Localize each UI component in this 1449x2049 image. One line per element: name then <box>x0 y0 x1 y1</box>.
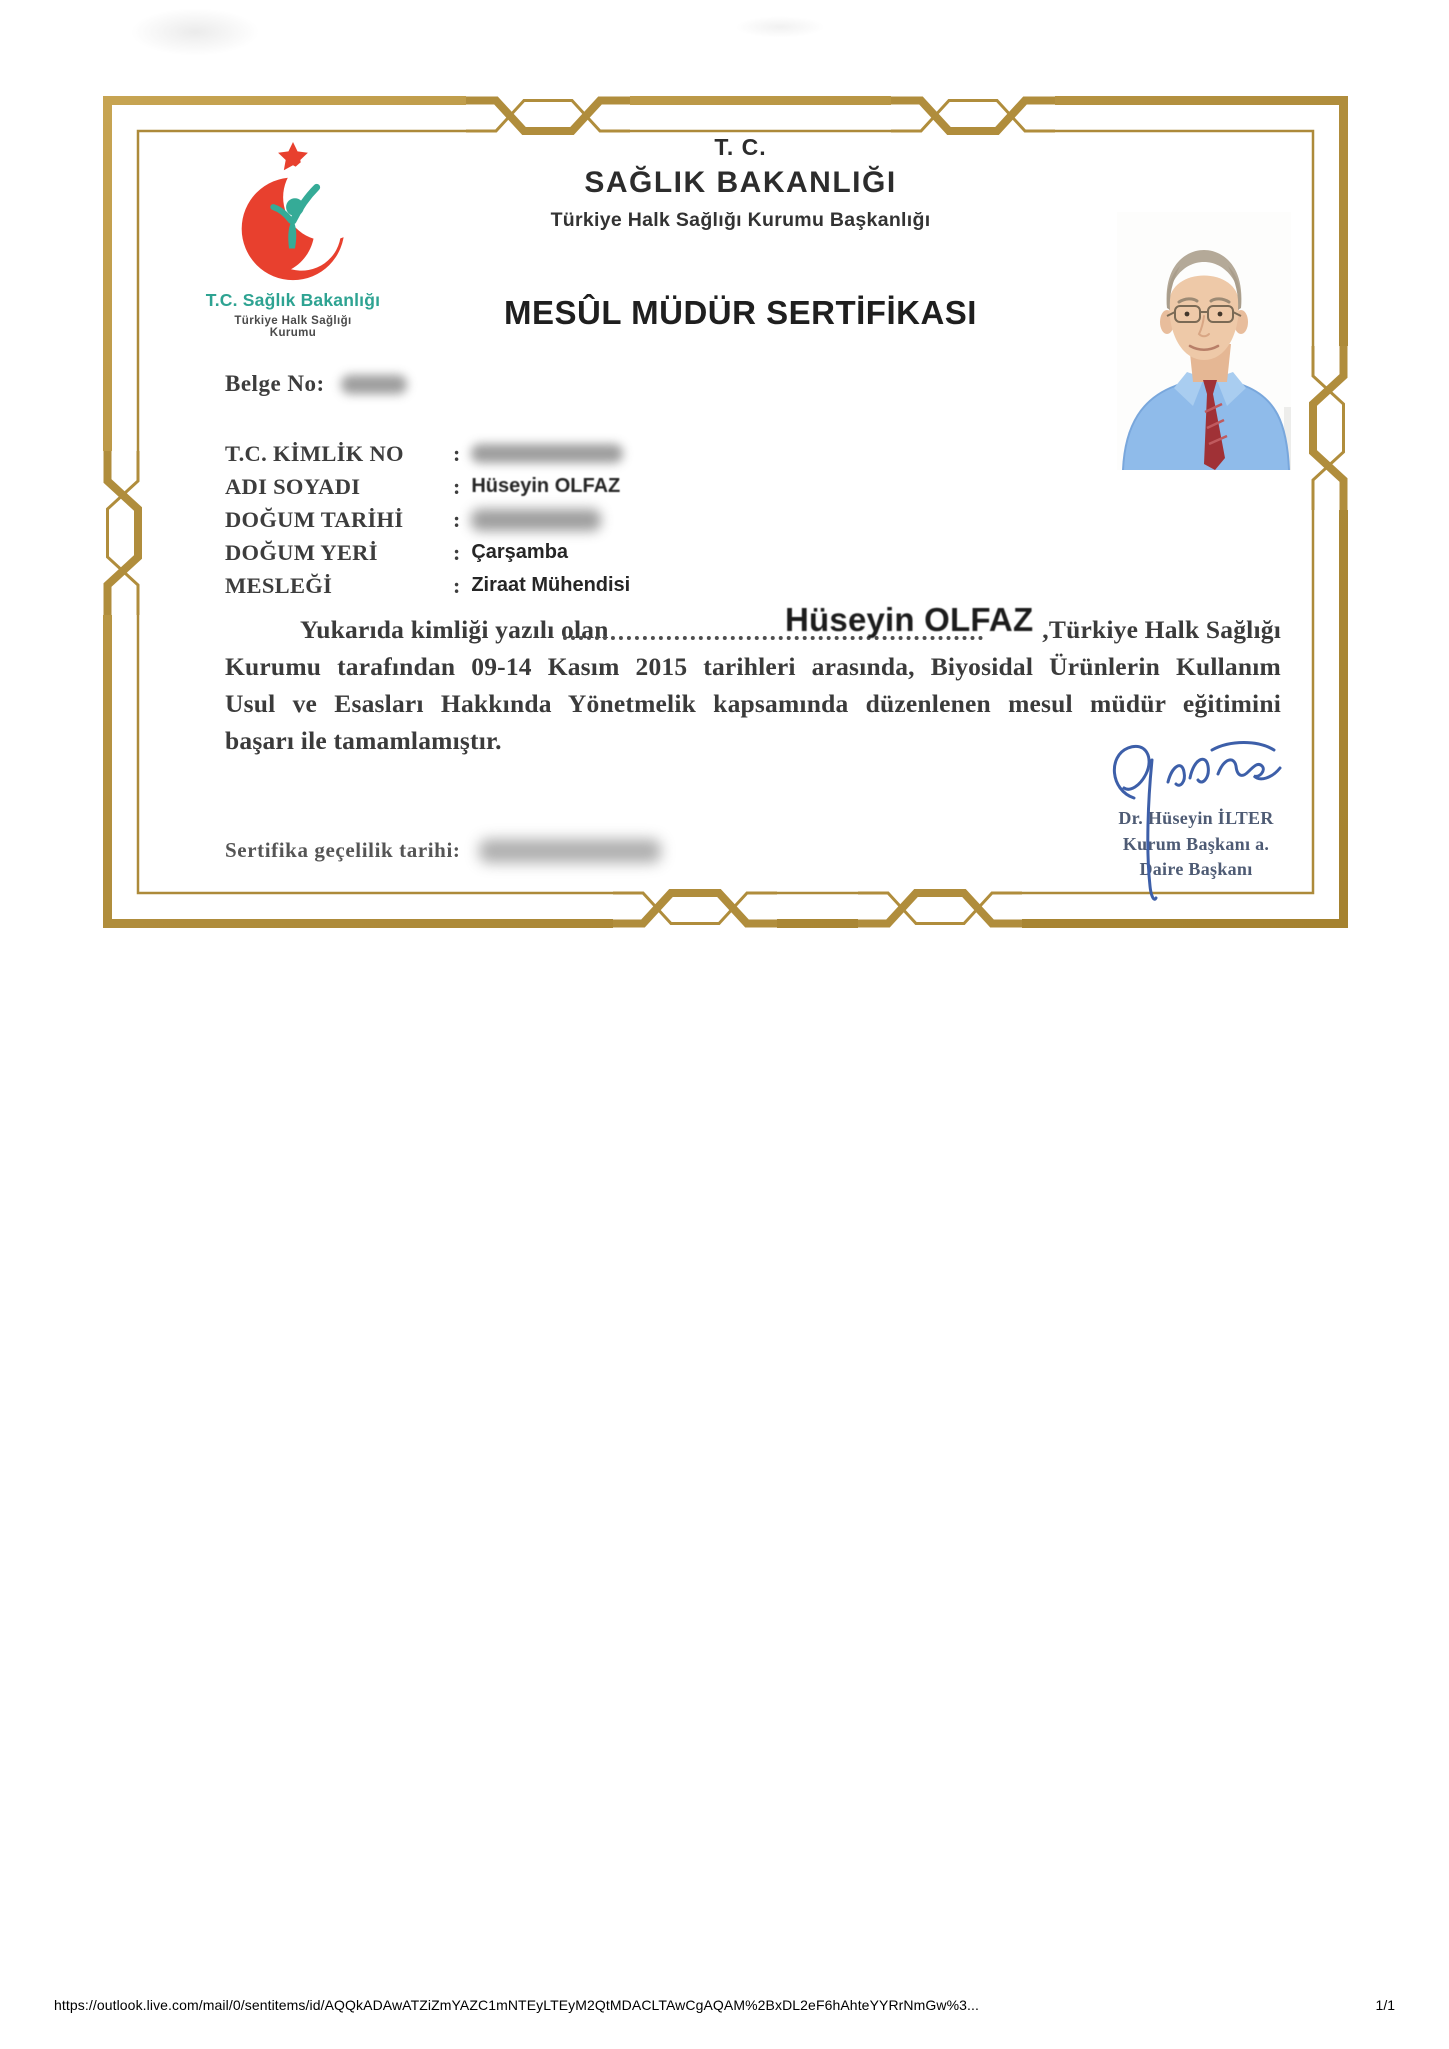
field-value: Hüseyin OLFAZ <box>471 475 621 497</box>
body-line-3: Usul ve Esasları Hakkında Yönetmelik kapsamında düzenlenen mesul müdür eğitimini <box>225 689 1281 718</box>
field-colon: : <box>453 572 461 598</box>
ministry-logo <box>193 138 393 339</box>
field-row-dogum-tarihi <box>225 503 945 536</box>
field-colon: : <box>453 473 461 499</box>
header-ministry: SAĞLIK BAKANLIĞI <box>584 166 897 199</box>
field-label: DOĞUM TARİHİ <box>225 506 404 532</box>
footer-url: https://outlook.live.com/mail/0/sentitems/id/AQQkADAwATZiZmYAZC1mNTEyLTEyM2QtMDACLTAwCgAQAM%2BxDL2eF6hAhteYYRrNmGw%3... <box>54 1997 979 2013</box>
belge-no-row <box>225 371 407 397</box>
validity-label: Sertifika geçelilik tarihi: <box>225 838 461 862</box>
field-redacted-value <box>471 509 601 531</box>
validity-row <box>225 838 661 863</box>
footer-page-indicator: 1/1 <box>1375 1997 1395 2013</box>
field-label: ADI SOYADI <box>225 473 361 499</box>
logo-org-sub1: Türkiye Halk Sağlığı <box>234 315 352 327</box>
body-line-4: başarı ile tamamlamıştır. <box>225 726 502 755</box>
certificate-title: MESÛL MÜDÜR SERTİFİKASI <box>504 294 977 331</box>
certificate <box>95 88 1356 936</box>
portrait-photo <box>1117 212 1291 470</box>
body-line-1 <box>225 602 1281 648</box>
signatory-title-1: Kurum Başkanı a. <box>1122 833 1270 854</box>
field-label: T.C. KİMLİK NO <box>225 440 404 466</box>
validity-redacted-value <box>479 839 661 863</box>
body-after-name: ,Türkiye Halk Sağlığı <box>1042 615 1281 644</box>
logo-org-name: T.C. Sağlık Bakanlığı <box>205 290 381 310</box>
field-value: Ziraat Mühendisi <box>471 574 631 596</box>
signatory-lines <box>1080 736 1312 883</box>
field-colon: : <box>453 506 461 532</box>
certificate-header <box>425 134 1056 332</box>
body-line-2: Kurumu tarafından 09-14 Kasım 2015 tarihleri arasında, Biyosidal Ürünlerin Kullanım <box>225 652 1281 681</box>
belge-no-redacted-value <box>341 375 407 394</box>
belge-no-label: Belge No: <box>225 371 325 396</box>
header-subtitle: Türkiye Halk Sağlığı Kurumu Başkanlığı <box>550 209 931 231</box>
field-row-meslegi <box>225 569 945 602</box>
body-intro: Yukarıda kimliği yazılı olan <box>300 615 609 644</box>
field-redacted-value <box>471 444 623 463</box>
field-colon: : <box>453 539 461 565</box>
logo-org-sub2: Kurumu <box>269 327 317 339</box>
signatory-title-2: Daire Başkanı <box>1139 859 1253 880</box>
print-footer <box>54 1997 1395 2013</box>
scan-smudge <box>130 8 260 56</box>
field-label: MESLEĞİ <box>225 572 333 598</box>
field-row-adi-soyadi <box>225 470 945 503</box>
field-row-tc-kimlik-no <box>225 437 945 470</box>
header-tc: T. C. <box>714 134 767 160</box>
field-row-dogum-yeri <box>225 536 945 569</box>
field-value: Çarşamba <box>471 541 569 563</box>
field-label: DOĞUM YERİ <box>225 539 378 565</box>
scan-smudge <box>735 16 825 38</box>
signatory-name: Dr. Hüseyin İLTER <box>1118 808 1274 828</box>
signature-block <box>1080 736 1312 883</box>
ministry-of-health-logo-icon <box>227 138 359 288</box>
identity-fields <box>225 437 945 602</box>
field-colon: : <box>453 440 461 466</box>
certificate-holder-name: Hüseyin OLFAZ <box>785 601 1034 638</box>
